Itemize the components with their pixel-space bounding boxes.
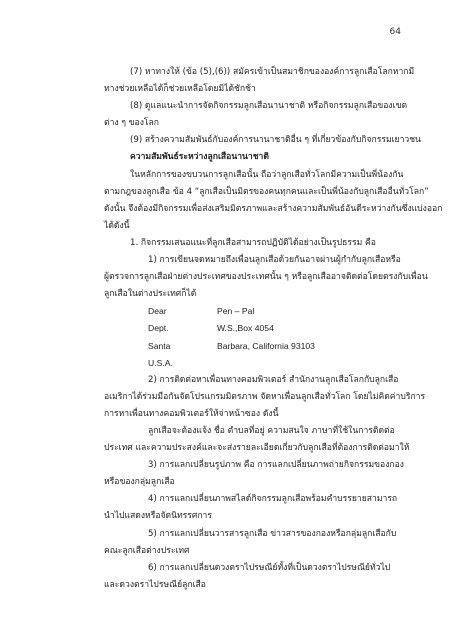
text-line: อเมริกาได้ร่วมมือกันจัดโปรแกรมมิตรภาพ จัดหาเพื่อนลูกเสือทั่วโลก โดยไม่คิดค่าบริการ bbox=[104, 391, 426, 402]
address-key: Dear bbox=[148, 306, 167, 317]
text-line: 1. กิจกรรมเสนอแนะที่ลูกเสือสามารถปฏิบัติได้อย่างเป็นรูปธรรม คือ bbox=[130, 237, 376, 248]
address-value: Barbara, California 93103 bbox=[217, 340, 315, 351]
address-value: Pen – Pal bbox=[217, 306, 255, 317]
text-line: ผู้ตรวจการลูกเสือฝ่ายต่างประเทศของประเทศนั้น ๆ หรือลูกเสืออาจติดต่อโดยตรงกับเพื่อน bbox=[104, 272, 428, 283]
text-line: ต่าง ๆ ของโลก bbox=[104, 118, 159, 129]
text-line: คณะลูกเสือต่างประเทศ bbox=[104, 545, 190, 556]
text-line: ทางช่วยเหลือได้ก็ช่วยเหลือโดยมิได้ชักช้า bbox=[104, 84, 256, 95]
text-block-activities bbox=[104, 372, 426, 594]
text-line: หรือของกลุ่มลูกเสือ bbox=[104, 477, 175, 488]
text-line: (8) ดูแลแนะนำการจัดกิจกรรมลูกเสือนานาชาติ หรือกิจกรรมลูกเสือของเขต bbox=[130, 101, 408, 112]
address-line bbox=[104, 303, 404, 320]
text-line: ดังนั้น จึงต้องมีกิจกรรมเพื่อส่งเสริมมิตรภาพและสร้างความสัมพันธ์อันดีระหว่างกันซึ่งแบ่งออก bbox=[104, 203, 443, 214]
text-line: 6) การแลกเปลี่ยนดวงตราไปรษณีย์ทั้งที่เป็นดวงตราไปรษณีย์ทั่วไป bbox=[148, 562, 391, 573]
address-line bbox=[104, 338, 404, 355]
address-line bbox=[104, 320, 404, 337]
text-line: ลูกเสือจะต้องแจ้ง ชื่อ ตำบลที่อยู่ ความสนใจ ภาษาที่ใช้ในการติดต่อ bbox=[148, 425, 395, 436]
address-key: Dept. bbox=[148, 323, 169, 334]
text-line: นำไปแสดงหรือจัดนิทรรศการ bbox=[104, 511, 212, 522]
text-line: การหาเพื่อนทางคอมพิวเตอร์ให้จ่าหน้าซอง ดังนี้ bbox=[104, 408, 279, 419]
text-line: ได้ดังนี้ bbox=[104, 220, 130, 231]
text-line: ลูกเสือในต่างประเทศก็ได้ bbox=[104, 289, 197, 300]
text-line: ตามกฎของลูกเสือ ข้อ 4 “ลูกเสือเป็นมิตรของคนทุกคนและเป็นพี่น้องกับลูกเสืออื่นทั่วโลก” bbox=[104, 186, 429, 197]
text-line: (7) หาทางให้ (ข้อ (5),(6)) สมัครเข้าเป็นสมาชิกขององค์การลูกเสือโลกหากมี bbox=[130, 67, 415, 77]
page-body bbox=[104, 64, 443, 594]
text-line: 1) การเขียนจดหมายถึงเพื่อนลูกเสือด้วยกันอาจผ่านผู้กำกับลูกเสือหรือ bbox=[148, 255, 401, 266]
text-line: 2) การติดต่อหาเพื่อนทางคอมพิวเตอร์ สำนักงานลูกเสือโลกกับลูกเสือ bbox=[148, 374, 399, 385]
address-key: Santa bbox=[148, 340, 171, 351]
address-line bbox=[104, 355, 404, 372]
text-block-intro bbox=[104, 64, 443, 303]
text-line: และดวงตราไปรษณีย์ลูกเสือ bbox=[104, 579, 206, 590]
text-line: ในหลักการของขบวนการลูกเสือนั้น ถือว่าลูกเสือทั่วโลกมีความเป็นพี่น้องกัน bbox=[130, 169, 404, 180]
text-line: 3) การแลกเปลี่ยนรูปภาพ คือ การแลกเปลี่ยนภาพถ่ายกิจกรรมของกอง bbox=[148, 460, 404, 471]
text-line: 4) การแลกเปลี่ยนภาพสไลด์กิจกรรมลูกเสือพร้อมคำบรรยายสามารถ bbox=[148, 494, 398, 505]
page-number: 64 bbox=[389, 27, 401, 37]
text-line: ความสัมพันธ์ระหว่างลูกเสือนานาชาติ bbox=[130, 152, 269, 163]
address-key: U.S.A. bbox=[148, 357, 173, 368]
text-line: (9) สร้างความสัมพันธ์กับองค์การนานาชาติอื่น ๆ ที่เกี่ยวข้องกับกิจกรรมเยาวชน bbox=[130, 135, 421, 146]
address-block bbox=[104, 303, 404, 371]
address-value: W.S.,Box 4054 bbox=[217, 323, 274, 334]
text-line: ประเทศ และความประสงค์และจะส่งรายละเอียดเกี่ยวกับลูกเสือที่ต้องการติดต่อมาให้ bbox=[104, 443, 410, 454]
text-line: 5) การแลกเปลี่ยนวารสารลูกเสือ ข่าวสารของกองหรือกลุ่มลูกเสือกับ bbox=[148, 528, 397, 539]
